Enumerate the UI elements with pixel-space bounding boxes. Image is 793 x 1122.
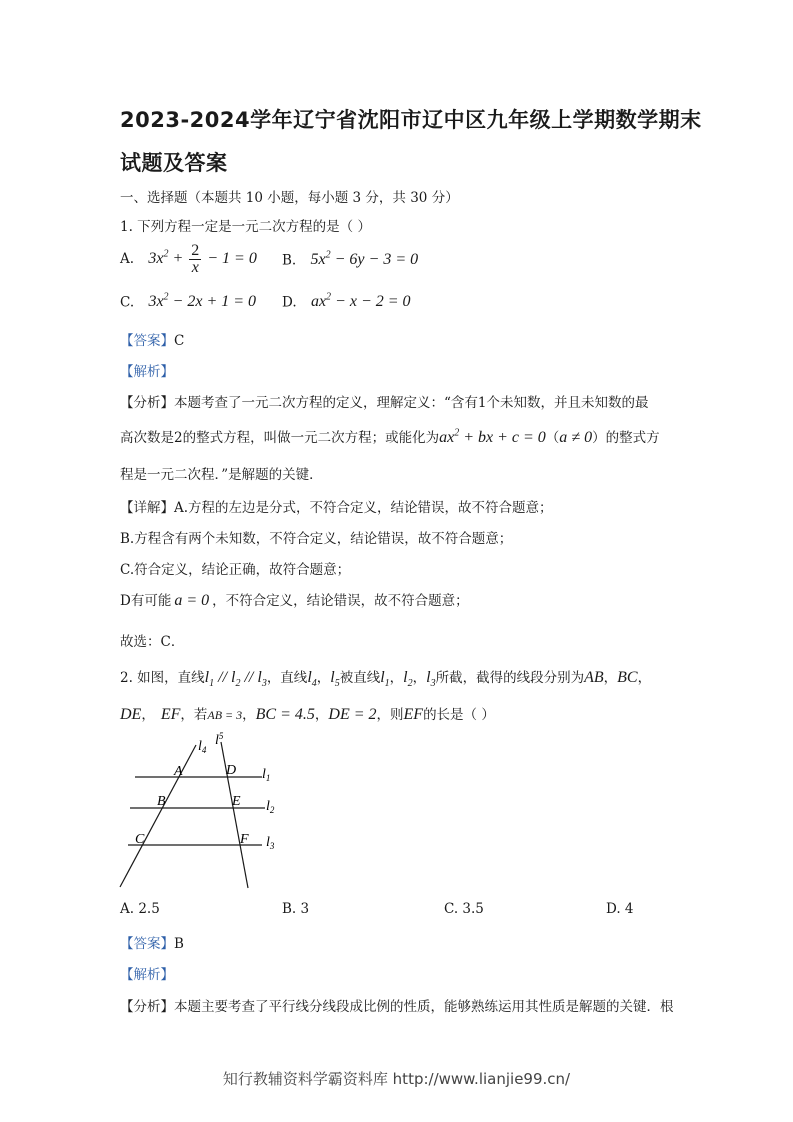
q2-answer-value: B [174, 936, 184, 952]
q2-stem-text1: 2. 如图，直线 [120, 670, 205, 686]
q1-option-a-formula: $3x^2$ + $\frac{2}{x}$ − 1 = 0 [148, 242, 257, 276]
q1-option-a-label: A. [120, 251, 135, 268]
q2-l4: $l_4$ [307, 669, 317, 690]
label-l2: $l_2$ [266, 799, 275, 815]
page-title-line2: 试题及答案 [120, 151, 228, 175]
section-header: 一、选择题（本题共 10 小题，每小题 3 分，共 30 分） [120, 190, 459, 206]
q1-detail-c: C.符合定义，结论正确，故符合题意； [120, 562, 351, 578]
q1-option-d [282, 292, 411, 311]
point-a: A [174, 764, 183, 779]
q2-l5: $l_5$ [330, 669, 340, 690]
q1-detail-d [120, 589, 469, 610]
q2-fenxi-text: 本题主要考查了平行线分线段成比例的性质，能够熟练运用其性质是解题的关键．根 [174, 999, 674, 1015]
q2-option-d: D. 4 [606, 901, 634, 917]
q2-stem-text7: 的长是（ ） [423, 707, 495, 723]
line-l4 [120, 745, 196, 887]
label-l4: $l_4$ [198, 739, 207, 755]
page-title: 2023-2024学年辽宁省沈阳市辽中区九年级上学期数学期末 [120, 108, 702, 132]
q1-fenxi-text2c: ）的整式方 [592, 430, 660, 446]
q2-stem-line2: DE， EF，若AB = 3，BC = 4.5，DE = 2，则EF的长是（ ） [120, 706, 495, 723]
q1-stem: 1. 下列方程一定是一元二次方程的是（ ） [120, 219, 371, 235]
q1-answer [120, 329, 184, 349]
q1-fenxi-text2a: 高次数是2的整式方程，叫做一元二次方程；或能化为 [120, 430, 440, 446]
q1-detail-b: B.方程含有两个未知数，不符合定义，结论错误，故不符合题意； [120, 531, 513, 547]
footer-watermark: 知行教辅资料学霸资料库 http://www.lianjie99.cn/ [222, 1070, 571, 1088]
q1-xiangjie-tag: 【详解】 [120, 500, 174, 516]
q2-stem-text2: ，直线 [266, 670, 308, 686]
q1-fenxi-text1: 本题考查了一元二次方程的定义，理解定义：“含有1个未知数，并且未知数的最 [174, 395, 649, 411]
q1-option-c-label: C. [120, 294, 135, 311]
q2-analysis-tag: 【解析】 [120, 967, 174, 983]
q1-option-d-label: D. [282, 294, 297, 311]
q1-conclusion: 故选：C． [120, 634, 185, 650]
q2-l2: $l_2$ [403, 669, 413, 690]
q2-ab-value: AB = 3 [207, 708, 243, 722]
q1-detail-d-text2: ，不符合定义，结论错误，故不符合题意； [212, 593, 469, 609]
q1-fenxi-line1 [120, 391, 649, 411]
q2-ab: AB [584, 669, 604, 686]
label-l3: $l_3$ [266, 835, 275, 851]
q1-detail-d-text1: D有可能 [120, 593, 172, 609]
q2-bc: BC [617, 669, 638, 686]
q1-answer-tag: 【答案】 [120, 333, 174, 349]
q2-fenxi-tag: 【分析】 [120, 999, 174, 1015]
label-l5: $l^5$ [215, 731, 224, 748]
q2-answer [120, 932, 184, 952]
q2-de: DE [120, 706, 142, 723]
point-f: F [240, 832, 249, 847]
q2-stem-text3: 被直线 [339, 670, 381, 686]
q2-stem-line1: 2. 如图，直线$l_1 // l_2 // l_3$，直线$l_4$，$l_5$被直线$l_1$，$l_2$，$l_3$所截，截得的线段分别为AB，BC， [120, 669, 652, 690]
q1-fenxi-condition: a ≠ 0 [559, 429, 593, 446]
q2-ef-target: EF [403, 706, 424, 723]
q2-l3: $l_3$ [426, 669, 436, 690]
q2-l1: $l_1$ [380, 669, 390, 690]
q1-analysis-tag: 【解析】 [120, 364, 174, 380]
point-b: B [157, 794, 166, 809]
q2-answer-tag: 【答案】 [120, 936, 174, 952]
point-e: E [232, 794, 241, 809]
q1-answer-value: C [174, 333, 185, 349]
q2-bc-value: BC = 4.5 [255, 706, 315, 723]
q1-option-d-formula: $ax^2 - x - 2 = 0$ [310, 292, 411, 311]
point-c: C [135, 832, 145, 847]
q1-detail-a [120, 496, 553, 516]
q2-stem-text4: 所截，截得的线段分别为 [435, 670, 585, 686]
q1-option-b [282, 250, 418, 269]
q2-stem-text6: ，则 [376, 707, 404, 723]
q1-option-b-formula: $5x^2 - 6y - 3 = 0$ [310, 250, 419, 269]
q2-fenxi [120, 995, 674, 1015]
q1-option-b-label: B. [282, 252, 297, 269]
q1-option-a [120, 243, 257, 276]
q1-detail-a-text: A.方程的左边是分式，不符合定义，结论错误，故不符合题意； [174, 500, 553, 516]
q2-stem-text5: 若 [193, 707, 208, 723]
q2-figure [110, 730, 290, 892]
q1-fenxi-line3: 程是一元二次程．”是解题的关键． [120, 467, 323, 483]
point-d: D [226, 763, 237, 778]
q1-fenxi-line2 [120, 426, 660, 447]
q1-fenxi-text2b: （ [545, 430, 560, 446]
q2-parallel-formula: $l_1 // l_2 // l_3$ [204, 669, 267, 690]
q2-ef: EF [160, 706, 181, 723]
q1-option-c [120, 292, 256, 311]
q2-option-a: A. 2.5 [120, 901, 160, 917]
q1-fenxi-formula: $ax^2$ + bx + c = 0 [439, 427, 546, 446]
q1-option-c-formula: $3x^2 - 2x + 1 = 0$ [148, 292, 257, 311]
q2-option-b: B. 3 [282, 901, 310, 917]
q2-option-c: C. 3.5 [444, 901, 484, 917]
q1-detail-d-formula: a = 0 [174, 592, 210, 609]
q1-fenxi-tag: 【分析】 [120, 395, 174, 411]
q2-de-value: DE = 2 [328, 706, 377, 723]
label-l1: $l_1$ [262, 767, 271, 783]
